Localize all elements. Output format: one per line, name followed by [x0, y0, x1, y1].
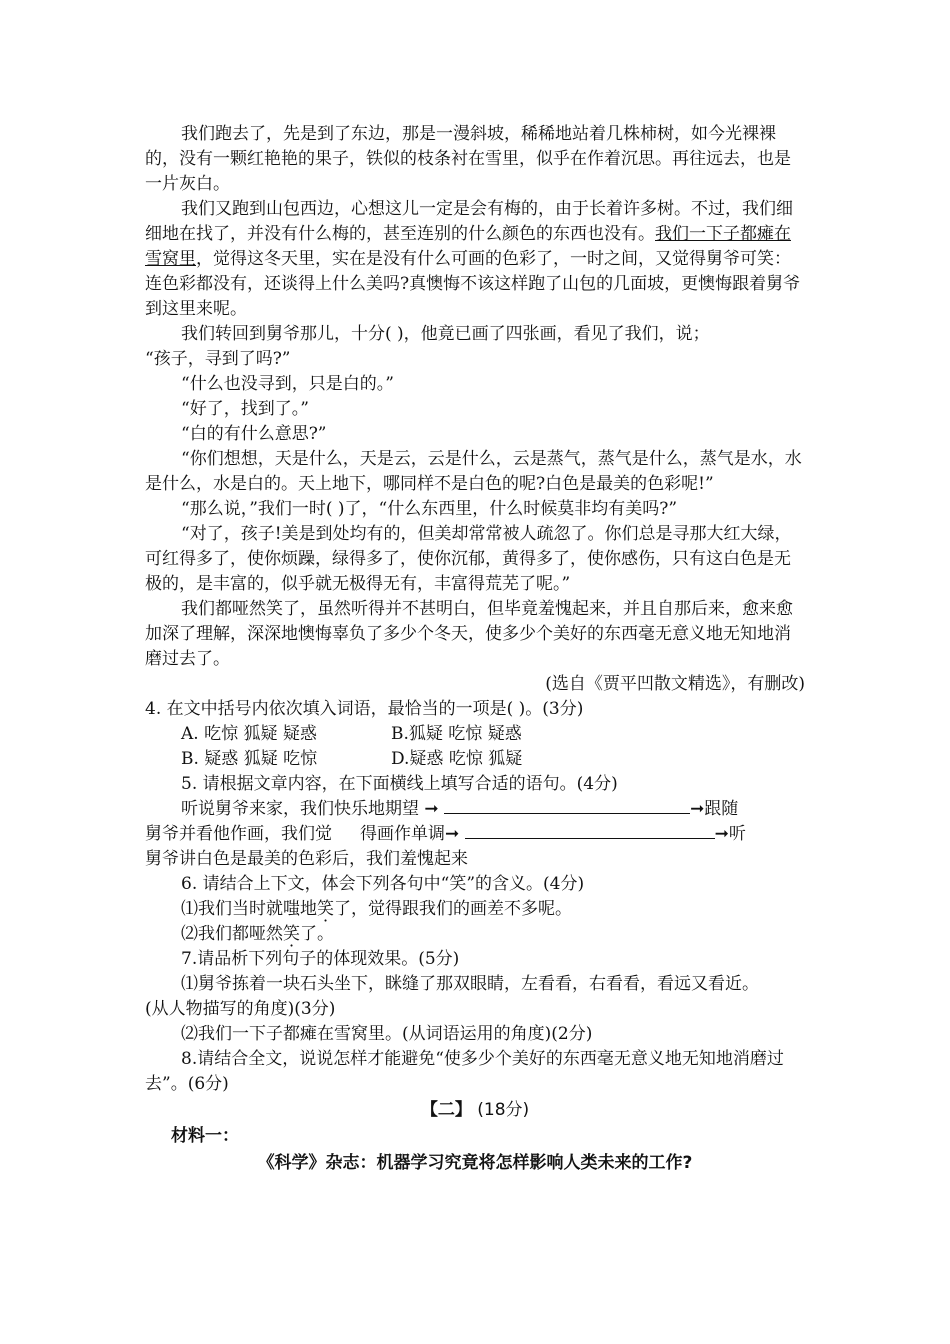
question-6-item-1 — [145, 897, 805, 922]
underlined-sentence: 我们一下子都瘫在雪窝里 — [145, 224, 791, 269]
option-d: D.疑惑 吃惊 狐疑 — [391, 749, 523, 769]
option-c: B. 疑惑 狐疑 吃惊 — [181, 749, 318, 769]
emphasis-word: 笑 — [317, 899, 334, 919]
text-segment: 听说舅爷来家，我们快乐地期望 ➞ — [181, 799, 445, 819]
passage-paragraph: “孩子，寻到了吗?” — [145, 349, 291, 369]
question-4: 4. 在文中括号内依次填入词语，最恰当的一项是( )。(3分) — [145, 699, 584, 719]
emphasis-word: 笑 — [283, 924, 300, 944]
question-6-item-2 — [145, 922, 805, 947]
material-title: 《科学》杂志：机器学习究竟将怎样影响人类未来的工作? — [257, 1153, 693, 1173]
question-7-item-1 — [145, 972, 805, 1022]
question-5-line — [145, 797, 805, 822]
text-segment: ⑵我们都哑然 — [181, 924, 283, 944]
text-segment: ➞跟随 — [690, 799, 739, 819]
text-segment: 了。 — [300, 924, 334, 944]
passage-paragraph: “什么也没寻到，只是白的。” — [181, 374, 394, 394]
section-score: (18分) — [477, 1100, 530, 1120]
question-5: 5. 请根据文章内容，在下面横线上填写合适的语句。(4分) — [181, 774, 618, 794]
passage-paragraph: 我们跑去了，先是到了东边，那是一漫斜坡，稀稀地站着几株柿树，如今光裸裸的，没有一颗红艳艳的果子，铁似的枝条衬在雪里，似乎在作着沉思。再往远去，也是一片灰白。 — [145, 124, 791, 194]
section-header — [145, 1097, 805, 1123]
text-segment: 了，觉得跟我们的画差不多呢。 — [334, 899, 572, 919]
text-segment: ⑴舅爷拣着一块石头坐下，眯缝了那双眼睛，左看看，右看看，看远又看近。 — [181, 974, 759, 994]
question-5-line — [145, 822, 805, 847]
passage-paragraph — [145, 197, 805, 322]
question-4-options-row — [145, 722, 805, 747]
text-segment: 舅爷并看他作画，我们觉 — [145, 824, 332, 844]
passage-paragraph: 我们都哑然笑了，虽然听得并不甚明白，但毕竟羞愧起来，并且自那后来，愈来愈加深了理解，深深地懊悔辜负了多少个冬天，使多少个美好的东西毫无意义地无知地消磨过去了。 — [145, 599, 793, 669]
option-b: B.狐疑 吃惊 疑惑 — [391, 724, 522, 744]
answer-blank[interactable] — [444, 799, 690, 814]
question-7: 7.请品析下列句子的体现效果。(5分) — [181, 949, 460, 969]
passage-paragraph: 我们转回到舅爷那儿，十分( )，他竟已画了四张画，看见了我们，说； — [181, 324, 710, 344]
answer-blank[interactable] — [465, 824, 715, 839]
text-segment: ⑴我们当时就嗤地 — [181, 899, 317, 919]
text-segment: ，觉得这冬天里，实在是没有什么可画的色彩了，一时之间，又觉得舅爷可笑：连色彩都没有，还谈得上什么美吗?真懊悔不该这样跑了山包的几面坡，更懊悔跟着舅爷到这里来呢。 — [145, 249, 801, 319]
passage-paragraph: “白的有什么意思?” — [181, 424, 327, 444]
passage-paragraph: “那么说，”我们一时( )了，“什么东西里，什么时候莫非均有美吗?” — [181, 499, 678, 519]
section-label: 【二】 — [420, 1100, 472, 1120]
passage-source: (选自《贾平凹散文精选》，有删改) — [545, 674, 805, 694]
text-segment: ➞听 — [714, 824, 746, 844]
passage-paragraph: “你们想想，天是什么，天是云，云是什么，云是蒸气，蒸气是什么，蒸气是水，水是什么，水是白的。天上地下，哪同样不是白色的呢?白色是最美的色彩呢!” — [145, 449, 802, 494]
passage-paragraph: “对了，孩子!美是到处均有的，但美却常常被人疏忽了。你们总是寻那大红大绿，可红得多了，使你烦躁，绿得多了，使你沉郁，黄得多了，使你感伤，只有这白色是无极的，是丰富的，似乎就无极得无有，丰富得荒芜了呢。” — [145, 524, 792, 594]
question-5-line: 舅爷讲白色是最美的色彩后，我们羞愧起来 — [145, 849, 468, 869]
exam-page — [145, 122, 805, 1177]
text-segment: 我们又跑到山包西边，心想这儿一定是会有梅的，由于长着许多树。不过，我们细细地在找了，并没有什么梅的，甚至连别的什么颜色的东西也没有。 — [145, 199, 793, 244]
question-6: 6. 请结合上下文，体会下列各句中“笑”的含义。(4分) — [181, 874, 585, 894]
text-segment: (从人物描写的角度)(3分) — [145, 999, 336, 1019]
passage-paragraph: “好了，找到了。” — [181, 399, 309, 419]
question-7-item-2: ⑵我们一下子都瘫在雪窝里。(从词语运用的角度)(2分) — [181, 1024, 593, 1044]
material-label: 材料一： — [171, 1126, 239, 1146]
option-a: A. 吃惊 狐疑 疑惑 — [181, 724, 317, 744]
question-4-options-row — [145, 747, 805, 772]
text-segment: 得画作单调➞ — [360, 824, 465, 844]
question-8: 8.请结合全文，说说怎样才能避免“使多少个美好的东西毫无意义地无知地消磨过去”。(6分) — [145, 1049, 784, 1094]
